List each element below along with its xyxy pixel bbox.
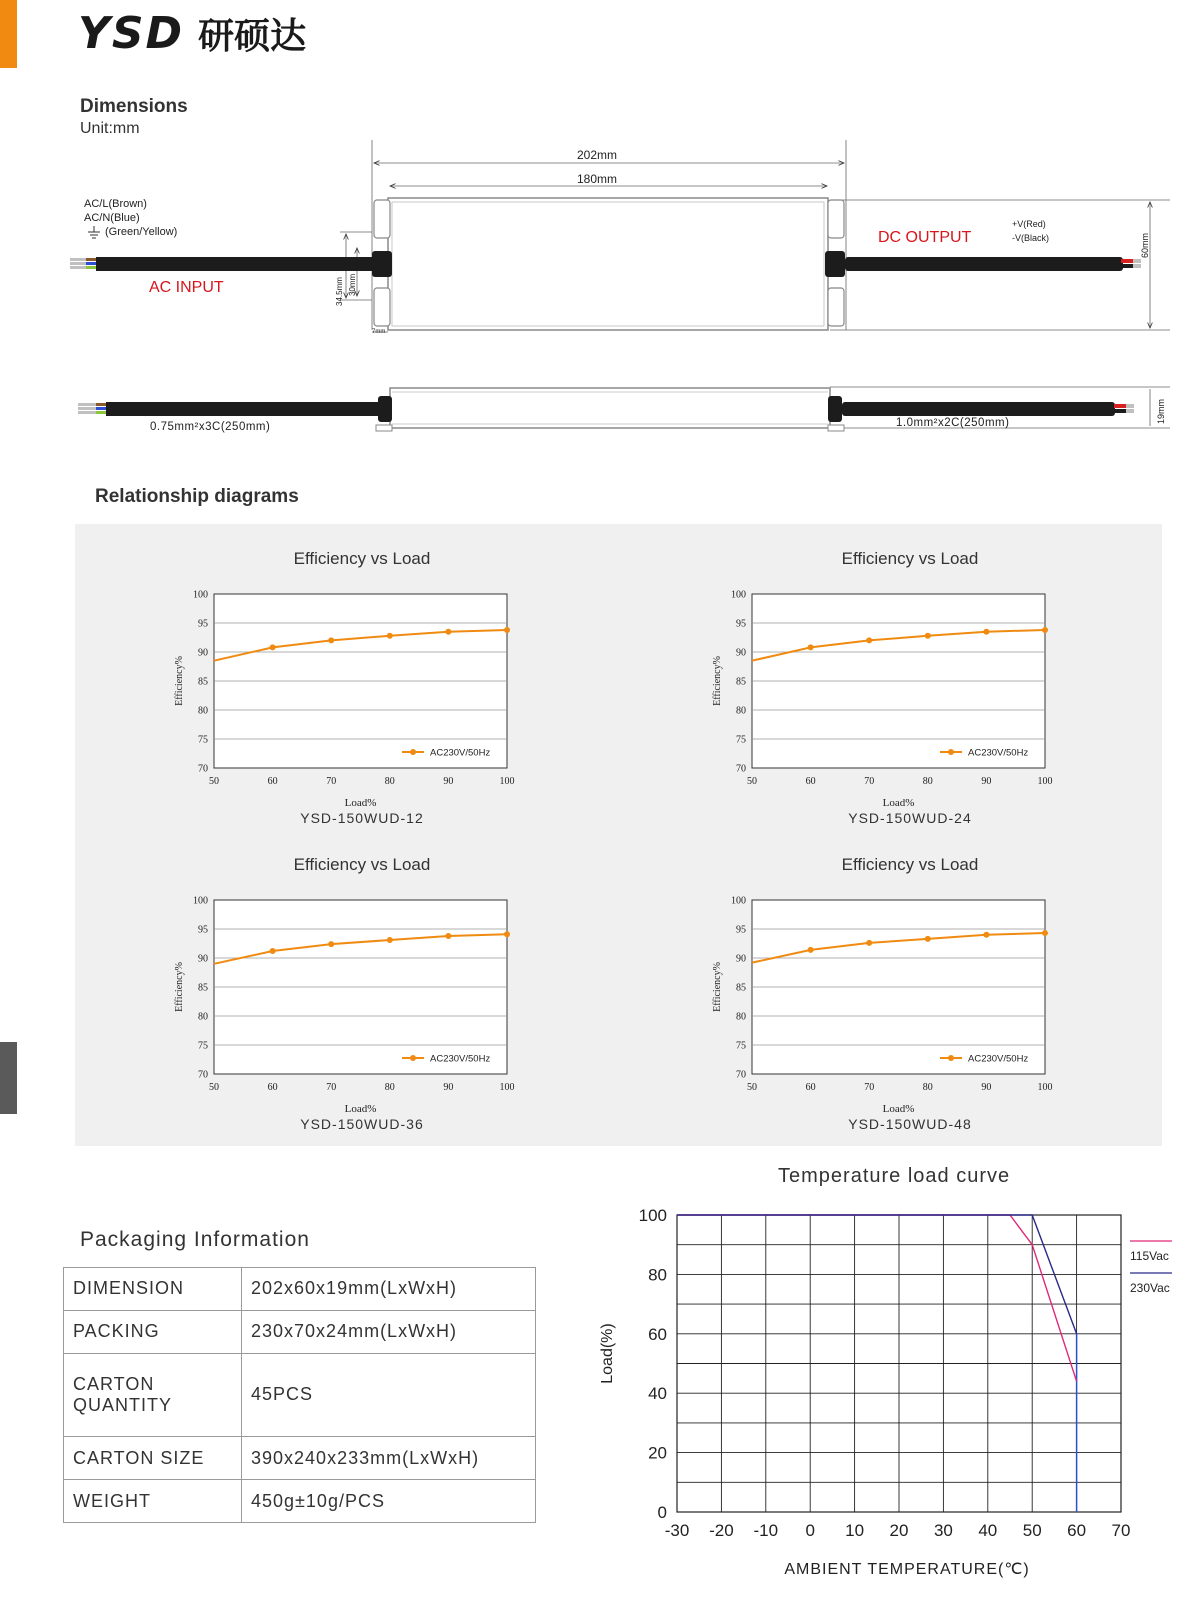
- efficiency-chart-48: [708, 884, 1078, 1114]
- y-tick-label: 75: [198, 734, 208, 746]
- y-tick-label: 75: [198, 1040, 208, 1052]
- x-tick-label: -20: [709, 1521, 734, 1540]
- y-tick-label: 80: [198, 1011, 208, 1023]
- label-ac-n: AC/N(Blue): [84, 212, 140, 224]
- x-tick-label: 70: [326, 1082, 337, 1093]
- y-tick-label: 80: [648, 1265, 667, 1285]
- x-tick-label: 70: [326, 776, 337, 787]
- x-tick-label: 70: [864, 1082, 875, 1093]
- label-7mm: 7mm: [372, 329, 386, 335]
- logo-chinese-name: 研硕达: [198, 15, 307, 57]
- x-tick-label: 20: [889, 1521, 909, 1540]
- pk-key: CARTON QUANTITY: [64, 1353, 242, 1437]
- legend-label: 230Vac: [1130, 1281, 1170, 1295]
- x-tick-label: -30: [664, 1521, 690, 1540]
- relationship-title: Relationship diagrams: [95, 486, 299, 507]
- table-row: [64, 1480, 536, 1523]
- label-60mm: 60mm: [1140, 232, 1150, 258]
- pk-key: DIMENSION: [64, 1268, 242, 1311]
- data-point: [270, 948, 276, 954]
- x-tick-label: 50: [1022, 1521, 1042, 1540]
- label-180mm: 180mm: [577, 172, 618, 186]
- chart2-model: YSD-150WUD-24: [848, 810, 972, 826]
- legend-label: AC230V/50Hz: [430, 1053, 491, 1065]
- x-tick-label: 100: [1037, 776, 1053, 787]
- y-axis-label: Efficiency%: [174, 962, 185, 1012]
- label-ground: (Green/Yellow): [105, 226, 178, 238]
- label-dc-output: DC OUTPUT: [878, 229, 972, 246]
- x-tick-label: 80: [922, 776, 933, 787]
- x-tick-label: 60: [805, 776, 816, 787]
- x-tick-label: 90: [981, 1082, 992, 1093]
- data-point: [1042, 627, 1048, 633]
- legend-marker: [948, 1055, 954, 1061]
- x-axis-label: AMBIENT TEMPERATURE(℃): [784, 1561, 1030, 1578]
- data-point: [270, 644, 276, 650]
- chart3-model: YSD-150WUD-36: [300, 1116, 424, 1132]
- label-ac-input: AC INPUT: [149, 279, 224, 296]
- y-axis-label: Efficiency%: [712, 962, 723, 1012]
- side-tab-marker: [0, 1042, 17, 1114]
- y-tick-label: 85: [736, 676, 746, 688]
- y-tick-label: 0: [657, 1503, 667, 1522]
- x-tick-label: 60: [267, 1082, 278, 1093]
- y-tick-label: 100: [731, 895, 746, 907]
- y-tick-label: 100: [731, 589, 746, 601]
- x-axis-label: Load%: [344, 797, 377, 808]
- data-point: [504, 931, 510, 937]
- data-point: [983, 932, 989, 938]
- x-tick-label: 60: [1067, 1521, 1087, 1540]
- label-cable-out: 1.0mm²x2C(250mm): [896, 417, 1010, 429]
- y-axis-label: Efficiency%: [174, 656, 185, 706]
- x-tick-label: 50: [209, 776, 219, 787]
- x-tick-label: 100: [499, 776, 515, 787]
- y-tick-label: 80: [736, 1011, 746, 1023]
- y-axis-label: Load(%): [599, 1323, 616, 1384]
- label-19mm: 19mm: [1156, 398, 1166, 424]
- data-point: [387, 937, 393, 943]
- x-tick-label: 40: [978, 1521, 998, 1540]
- pk-key: PACKING: [64, 1310, 242, 1353]
- efficiency-chart-12: [170, 578, 540, 808]
- pk-key: CARTON SIZE: [64, 1437, 242, 1480]
- label-v-neg: -V(Black): [1012, 233, 1050, 243]
- label-30mm: 30mm: [348, 273, 357, 296]
- x-tick-label: 60: [805, 1082, 816, 1093]
- y-tick-label: 60: [648, 1324, 667, 1344]
- chart4-title: Efficiency vs Load: [841, 855, 979, 874]
- y-tick-label: 100: [193, 589, 208, 601]
- x-tick-label: 70: [864, 776, 875, 787]
- y-tick-label: 85: [736, 982, 746, 994]
- efficiency-chart-36: [170, 884, 540, 1114]
- x-axis-label: Load%: [882, 1103, 915, 1114]
- data-point: [445, 629, 451, 635]
- x-axis-label: Load%: [882, 797, 915, 808]
- y-tick-label: 70: [736, 1069, 746, 1081]
- x-tick-label: 90: [981, 776, 992, 787]
- pk-value: 230x70x24mm(LxWxH): [242, 1310, 536, 1353]
- data-point: [983, 629, 989, 635]
- chart2-title: Efficiency vs Load: [841, 549, 979, 568]
- legend-label: AC230V/50Hz: [430, 747, 491, 759]
- data-point: [808, 947, 814, 953]
- y-tick-label: 80: [736, 705, 746, 717]
- y-tick-label: 85: [198, 676, 208, 688]
- table-row: [64, 1310, 536, 1353]
- legend-marker: [410, 1055, 416, 1061]
- label-ac-l: AC/L(Brown): [84, 198, 147, 210]
- y-tick-label: 75: [736, 734, 746, 746]
- legend-marker: [410, 749, 416, 755]
- label-cable-in: 0.75mm²x3C(250mm): [150, 421, 271, 433]
- pk-value: 202x60x19mm(LxWxH): [242, 1268, 536, 1311]
- legend-label: AC230V/50Hz: [968, 747, 1029, 759]
- y-tick-label: 70: [198, 763, 208, 775]
- x-tick-label: 100: [1037, 1082, 1053, 1093]
- y-tick-label: 20: [648, 1443, 667, 1463]
- pk-value: 390x240x233mm(LxWxH): [242, 1437, 536, 1480]
- y-tick-label: 95: [198, 618, 208, 630]
- label-202mm: 202mm: [577, 148, 618, 162]
- y-tick-label: 95: [736, 618, 746, 630]
- dimensions-unit: Unit:mm: [80, 120, 140, 137]
- y-tick-label: 70: [198, 1069, 208, 1081]
- y-tick-label: 85: [198, 982, 208, 994]
- chart3-title: Efficiency vs Load: [293, 855, 431, 874]
- chart4-model: YSD-150WUD-48: [848, 1116, 972, 1132]
- pk-value: 450g±10g/PCS: [242, 1480, 536, 1523]
- pk-value: 45PCS: [242, 1353, 536, 1437]
- logo-mark: YSD: [78, 7, 185, 59]
- data-point: [1042, 930, 1048, 936]
- y-axis-label: Efficiency%: [712, 656, 723, 706]
- data-point: [387, 633, 393, 639]
- label-34-5mm: 34.5mm: [335, 277, 344, 306]
- x-tick-label: 90: [443, 776, 454, 787]
- dimensions-title: Dimensions: [80, 96, 188, 117]
- data-point: [866, 637, 872, 643]
- x-tick-label: 70: [1111, 1521, 1131, 1540]
- data-point: [328, 941, 334, 947]
- x-tick-label: 50: [209, 1082, 219, 1093]
- brand-logo: [78, 8, 306, 58]
- table-row: [64, 1353, 536, 1437]
- packaging-table: [63, 1267, 536, 1523]
- y-tick-label: 95: [736, 924, 746, 936]
- brand-accent-bar: [0, 0, 17, 68]
- y-tick-label: 100: [638, 1206, 667, 1225]
- x-tick-label: 10: [845, 1521, 865, 1540]
- efficiency-chart-24: [708, 578, 1078, 808]
- y-tick-label: 75: [736, 1040, 746, 1052]
- y-tick-label: 70: [736, 763, 746, 775]
- legend-label: AC230V/50Hz: [968, 1053, 1029, 1065]
- legend-marker: [948, 749, 954, 755]
- x-tick-label: 60: [267, 776, 278, 787]
- y-tick-label: 90: [736, 953, 746, 965]
- data-point: [925, 936, 931, 942]
- y-tick-label: 90: [736, 647, 746, 659]
- chart1-title: Efficiency vs Load: [293, 549, 431, 568]
- data-point: [328, 637, 334, 643]
- y-tick-label: 95: [198, 924, 208, 936]
- y-tick-label: 40: [648, 1384, 667, 1404]
- x-axis-label: Load%: [344, 1103, 377, 1114]
- chart1-model: YSD-150WUD-12: [300, 810, 424, 826]
- x-tick-label: 80: [922, 1082, 933, 1093]
- label-v-pos: +V(Red): [1012, 219, 1046, 229]
- x-tick-label: 90: [443, 1082, 454, 1093]
- y-tick-label: 80: [198, 705, 208, 717]
- x-tick-label: 50: [747, 776, 757, 787]
- x-tick-label: 0: [805, 1521, 815, 1540]
- x-tick-label: 80: [384, 1082, 395, 1093]
- x-tick-label: 80: [384, 776, 395, 787]
- data-point: [504, 627, 510, 633]
- y-tick-label: 100: [193, 895, 208, 907]
- table-row: [64, 1268, 536, 1311]
- x-tick-label: 50: [747, 1082, 757, 1093]
- y-tick-label: 90: [198, 953, 208, 965]
- data-point: [866, 940, 872, 946]
- temp-chart-title: Temperature load curve: [778, 1165, 1011, 1187]
- table-row: [64, 1437, 536, 1480]
- packaging-title: Packaging Information: [80, 1228, 310, 1251]
- x-tick-label: 30: [933, 1521, 953, 1540]
- temperature-load-chart: [590, 1195, 1200, 1585]
- y-tick-label: 90: [198, 647, 208, 659]
- x-tick-label: -10: [753, 1521, 779, 1540]
- legend-label: 115Vac: [1130, 1249, 1169, 1263]
- data-point: [808, 644, 814, 650]
- data-point: [445, 933, 451, 939]
- x-tick-label: 100: [499, 1082, 515, 1093]
- data-point: [925, 633, 931, 639]
- pk-key: WEIGHT: [64, 1480, 242, 1523]
